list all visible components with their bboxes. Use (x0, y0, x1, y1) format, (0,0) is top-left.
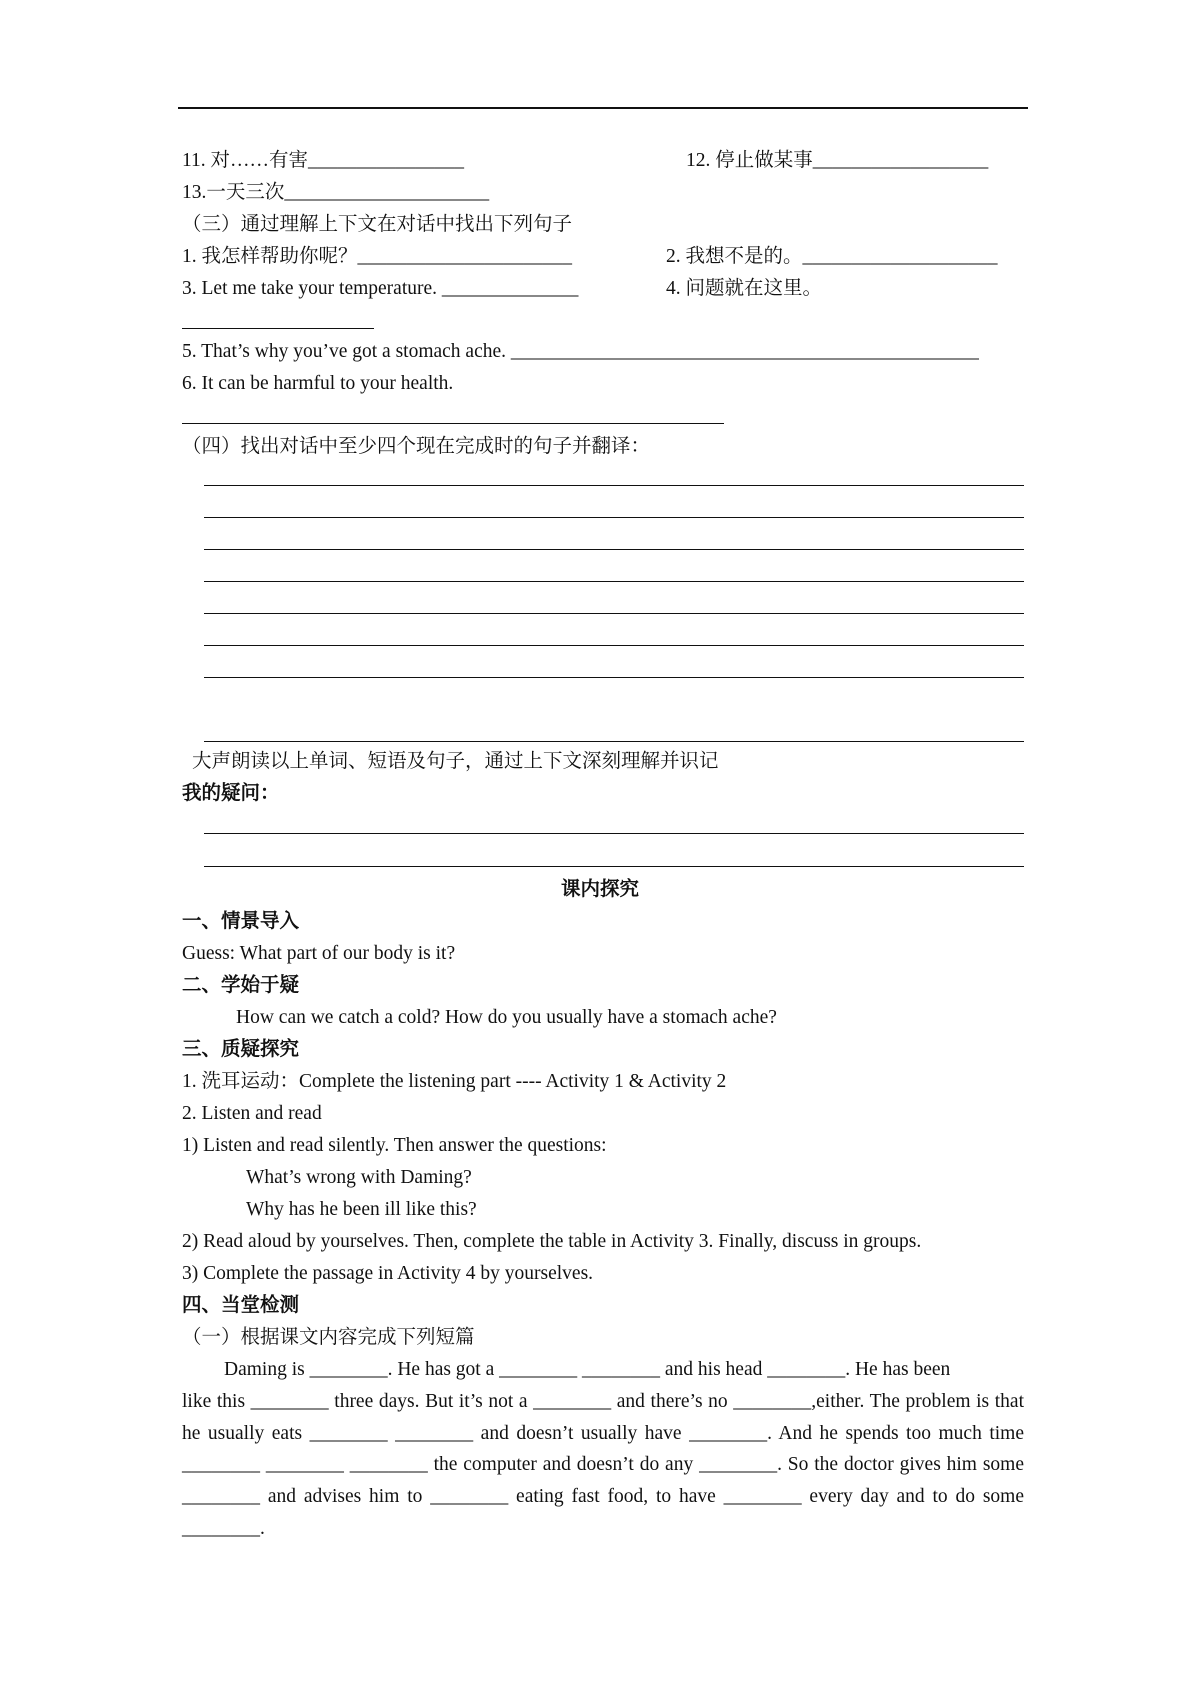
answer-line (204, 613, 1024, 614)
answer-line (204, 741, 1024, 742)
part-3-question-2: Why has he been ill like this? (246, 1199, 477, 1220)
question-2: 2. 我想不是的。____________________ (666, 246, 998, 267)
answer-line (204, 485, 1024, 486)
part-2-heading: 二、学始于疑 (182, 975, 300, 996)
question-1: 1. 我怎样帮助你呢？______________________ (182, 246, 573, 267)
answer-line (204, 677, 1024, 678)
answer-line-q6 (182, 423, 724, 424)
header-rule (178, 107, 1028, 109)
question-6: 6. It can be harmful to your health. (182, 373, 454, 394)
section-4-heading: （四）找出对话中至少四个现在完成时的句子并翻译： (182, 436, 651, 457)
part-3-sub-2: 2) Read aloud by yourselves. Then, complete the table in Activity 3. Finally, discuss in groups. (182, 1231, 922, 1252)
part-3-item-2: 2. Listen and read (182, 1103, 322, 1124)
part-1-heading: 一、情景导入 (182, 911, 300, 932)
part-3-item-1: 1. 洗耳运动：Complete the listening part ---- Activity 1 & Activity 2 (182, 1071, 727, 1092)
part-2-text: How can we catch a cold? How do you usually have a stomach ache? (236, 1007, 777, 1028)
answer-line (204, 581, 1024, 582)
answer-line (204, 645, 1024, 646)
question-line (204, 866, 1024, 867)
vocab-item-12: 12. 停止做某事__________________ (686, 150, 989, 171)
part-4-heading: 四、当堂检测 (182, 1295, 300, 1316)
question-line (204, 833, 1024, 834)
vocab-item-13: 13.一天三次_____________________ (182, 182, 490, 203)
section-title: 课内探究 (560, 879, 639, 900)
part-1-text: Guess: What part of our body is it? (182, 943, 456, 964)
answer-line (204, 549, 1024, 550)
part-3-heading: 三、质疑探究 (182, 1039, 300, 1060)
answer-line-q4 (182, 328, 374, 329)
part-3-question-1: What’s wrong with Daming? (246, 1167, 472, 1188)
cloze-passage-first-line: Daming is ________. He has got a ________ ________ and his head ________. He has been (224, 1359, 951, 1380)
vocab-item-11: 11. 对……有害________________ (182, 150, 465, 171)
part-3-sub-3: 3) Complete the passage in Activity 4 by yourselves. (182, 1263, 594, 1284)
section-3-heading: （三）通过理解上下文在对话中找出下列句子 (182, 214, 573, 235)
answer-line (204, 517, 1024, 518)
cloze-passage-body: like this ________ three days. But it’s not a ________ and there’s no ________,either. The problem is that he usually eats ________ ________ and doesn’t usually have ________. And he spends too much time ________ ________ ________ the computer and doesn’t do any ________. So the doctor gives him some ________ and advises him to ________ eating fast food, to have ________ every day and to do some ________. (182, 1390, 1024, 1539)
my-questions-label: 我的疑问： (182, 783, 280, 804)
cloze-passage (182, 1354, 1024, 1545)
question-4: 4. 问题就在这里。 (666, 278, 823, 299)
question-3: 3. Let me take your temperature. ______________ (182, 278, 579, 299)
part-3-sub-1: 1) Listen and read silently. Then answer the questions: (182, 1135, 607, 1156)
question-5: 5. That’s why you’ve got a stomach ache. ________________________________________________ (182, 341, 979, 362)
read-aloud-instruction: 大声朗读以上单词、短语及句子，通过上下文深刻理解并识记 (192, 751, 719, 772)
part-4-sub-1: （一）根据课文内容完成下列短篇 (182, 1327, 475, 1348)
